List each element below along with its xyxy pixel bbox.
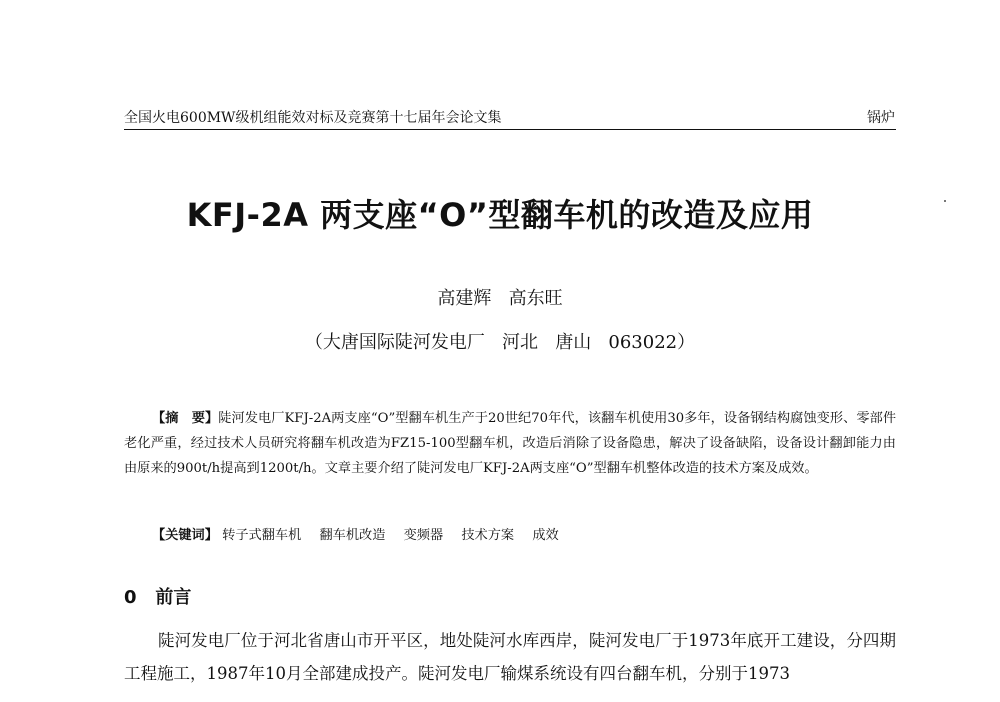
keyword-3: 变频器 — [403, 528, 444, 543]
affiliation: （大唐国际陡河发电厂 河北 唐山 063022） — [304, 332, 696, 353]
keyword-2: 翻车机改造 — [319, 528, 386, 543]
section-number: 0 — [124, 587, 137, 608]
abstract-text: 陡河发电厂KFJ-2A两支座“O”型翻车机生产于20世纪70年代，该翻车机使用30多年，设备钢结构腐蚀变形、零部件老化严重，经过技术人员研究将翻车机改造为FZ15-100型翻车机，改造后消除了设备隐患，解决了设备缺陷，设备设计翻卸能力由由原来的900t/h提高到1200t/h。文章主要介绍了陡河发电厂KFJ-2A两支座“O”型翻车机整体改造的技术方案及成效。 — [124, 411, 897, 476]
body-paragraph: 陡河发电厂位于河北省唐山市开平区，地处陡河水库西岸，陡河发电厂于1973年底开工建设，分四期工程施工，1987年10月全部建成投产。陡河发电厂输煤系统设有四台翻车机，分别于1973 — [124, 631, 896, 683]
paper-title: KFJ-2A 两支座“O”型翻车机的改造及应用 — [186, 196, 814, 234]
running-header-right: 锅炉 — [867, 110, 895, 126]
section-heading — [124, 583, 191, 609]
keyword-5: 成效 — [532, 528, 559, 543]
keyword-4: 技术方案 — [461, 528, 515, 543]
abstract — [124, 406, 896, 481]
keywords — [152, 524, 573, 543]
abstract-label: 【摘 要】 — [152, 411, 219, 426]
keyword-1: 转子式翻车机 — [222, 528, 302, 543]
scan-speck — [944, 200, 946, 202]
header-rule — [124, 129, 896, 130]
running-header-left: 全国火电600MW级机组能效对标及竞赛第十七届年会论文集 — [124, 110, 502, 126]
section-title: 前言 — [155, 587, 192, 608]
keywords-label: 【关键词】 — [152, 528, 218, 543]
authors: 高建辉 高东旺 — [437, 288, 563, 309]
